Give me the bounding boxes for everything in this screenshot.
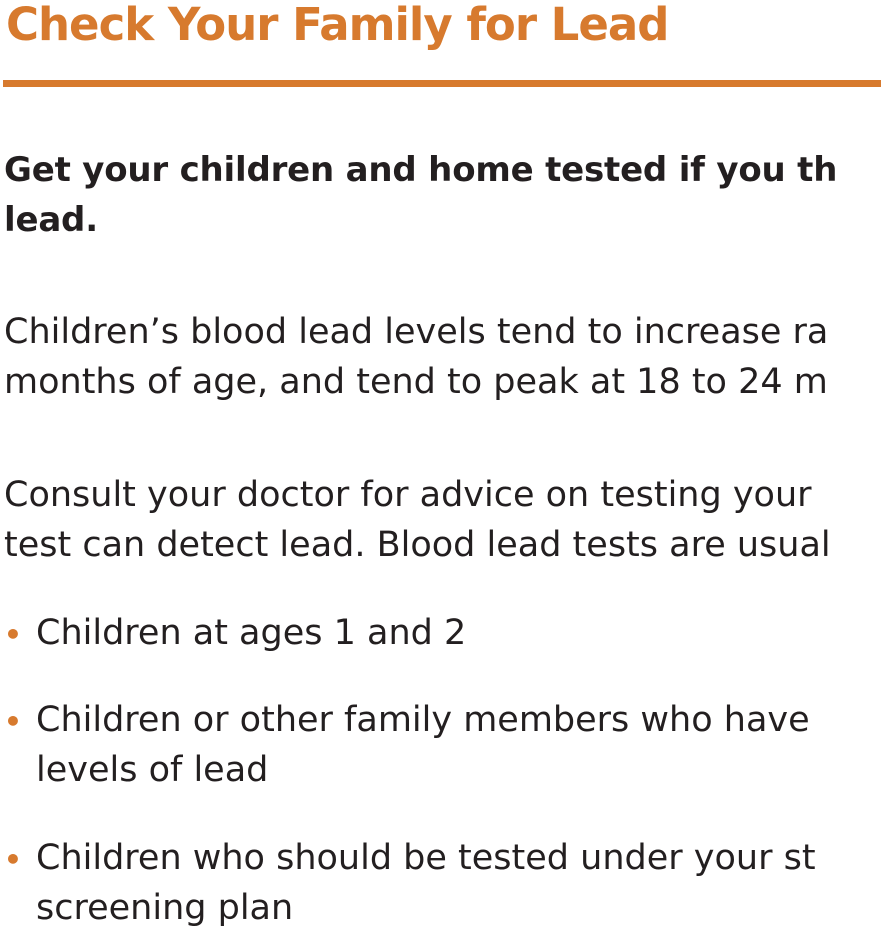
- title-divider: [3, 80, 881, 87]
- paragraph-1-line-2: months of age, and tend to peak at 18 to 24 m: [4, 362, 828, 402]
- intro-line-1: Get your children and home tested if you th: [4, 150, 838, 190]
- paragraph-2-line-1: Consult your doctor for advice on testing your: [4, 475, 812, 515]
- bullet-item-2-line-2: levels of lead: [36, 750, 269, 790]
- bullet-marker: •: [4, 843, 22, 876]
- bullet-item-2-line-1: Children or other family members who have: [36, 700, 810, 740]
- intro-line-2: lead.: [4, 200, 98, 240]
- bullet-item-3-line-2: screening plan: [36, 888, 294, 928]
- bullet-item-3-line-1: Children who should be tested under your st: [36, 838, 816, 878]
- bullet-item-1-line-1: Children at ages 1 and 2: [36, 613, 467, 653]
- page-title: Check Your Family for Lead: [6, 0, 669, 51]
- bullet-marker: •: [4, 705, 22, 738]
- paragraph-1-line-1: Children’s blood lead levels tend to increase ra: [4, 312, 829, 352]
- paragraph-2-line-2: test can detect lead. Blood lead tests are usual: [4, 525, 831, 565]
- bullet-marker: •: [4, 618, 22, 651]
